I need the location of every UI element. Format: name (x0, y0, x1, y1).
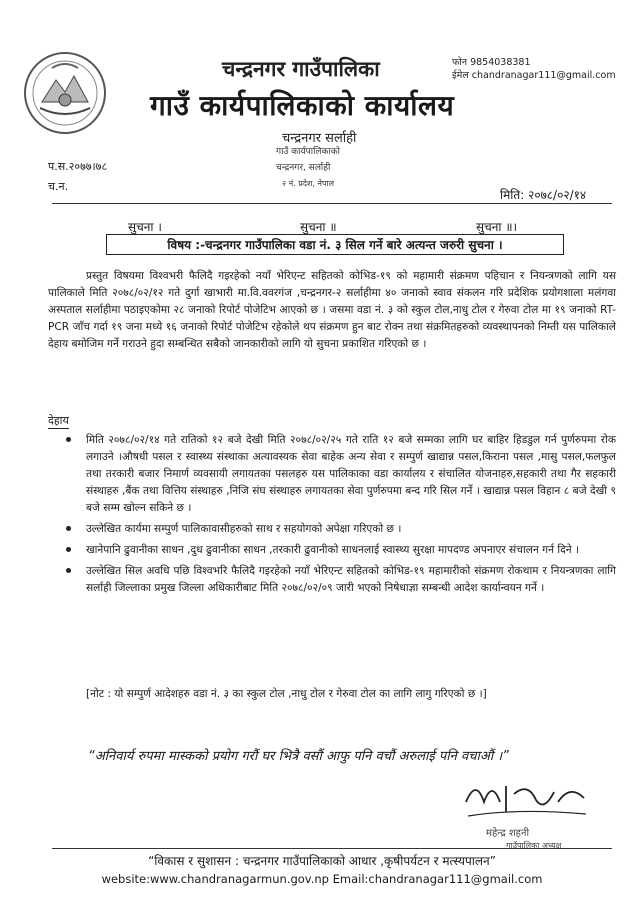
bullet-icon (66, 526, 71, 531)
letter-date: मिति: २०७८/०२/१४ (500, 188, 587, 202)
government-emblem-icon (22, 50, 108, 136)
office-stamp (258, 140, 378, 194)
notice-subject: विषय :-चन्द्रनगर गाउँपालिका वडा नं. ३ सिल गर्ने बारे अत्यन्त जरुरी सुचना । (106, 234, 564, 255)
intro-paragraph: प्रस्तुत विषयमा विश्वभरी फैलिदै गइरहेको नयाँ भेरिएन्ट सहितको कोभिड-१९ को महामारी संक्रमण पहिचान र नियन्त्रणको लागि यस पालिकाले मिति २०७८/०२/१२ गते दुर्गा खाभारी मा.वि.ववरगंज ,चन्द्रनगर-२ सर्लाहीमा ४० जनाको स्वाव संकलन गरि प्रदेशिक प्रयोगशाला मलंगवा अस्पताल सर्लाहीमा पठाइएकोमा २८ जनाको रिपोर्ट पोजेटिभ आएको छ । जसमा वडा नं. ३ को स्कुल टोल,नाधु टोल र गेरुवा टोल मा १९ जनाको RT- PCR जाँच गर्दा १९ जना मध्ये १६ जनाको रिपोर्ट पोजेटिभ रहेकोले थप संक्रमण हुन बाट रोक्न तथा संक्रमितहरुको व्यवस्थापनको निम्ती यस पालिकाले देहाय बमोजिम गर्ने गराउने हुदा सम्बन्धित सबैको जानकारीको लागि यो सुचना प्रकाशित गरिएको छ । (48, 270, 616, 350)
bullet-icon (66, 568, 71, 573)
office-address: चन्द्रनगर सर्लाही (282, 131, 357, 146)
stamp-line: चन्द्रनगर, सर्लाही (276, 163, 331, 173)
list-item-text: खानेपानि ढुवानीका साधन ,दुध ढुवानीका साधन ,तरकारी ढुवानीको साधनलाई स्वास्थ्य सुरक्षा मापदण्ड अपनाएर संचालन गर्न दिने । (86, 544, 579, 556)
phone-number: फोन 9854038381 (452, 57, 531, 68)
signatory-designation: गाउँपालिका अध्यक्ष (506, 841, 562, 850)
note-text: [नोट : यो सम्पुर्ण आदेशहरु वडा नं. ३ का स्कुल टोल ,नाधु टोल र गेरुवा टोल का लागि लागु गरिएको छ ।] (86, 688, 487, 700)
contact-block (452, 56, 616, 82)
list-item-text: उल्लेखित कार्यमा सम्पुर्ण पालिकावासीहरुको साथ र सहयोगको अपेक्षा गरिएको छ । (86, 523, 402, 535)
notice-heading: सुचना ॥ (300, 220, 337, 234)
footer-divider (52, 848, 612, 849)
organization-name: चन्द्रनगर गाउँपालिका (222, 57, 380, 81)
signatory-name: महेन्द्र शहनी (486, 828, 530, 839)
list-item-text: उल्लेखित सिल अवधि पछि विश्वभरि फैलिदै गइरहेको नयाँ भेरिएन्ट सहितको कोभिड-१९ महामारीको संक्रमण रोकथाम र नियन्त्रणका लागि सर्लाही जिल्लाका प्रमुख जिल्ला अधिकारीबाट मिति २०७८/०२/०९ जारी भएको निषेधाज्ञा सम्बन्धी आदेश कार्यान्वयन गर्ने । (86, 565, 616, 594)
office-name: गाउँ कार्यपालिकाको कार्यालय (150, 89, 455, 122)
order-list (60, 432, 616, 601)
slogan-text: “अनिवार्य रुपमा मास्कको प्रयोग गरौं घर भित्रै वसौं आफु पनि वचौं अरुलाई पनि वचाऔं ।” (88, 749, 509, 764)
email-address: ईमेल chandranagar111@gmail.com (452, 70, 616, 81)
notice-heading: सुचना । (128, 220, 162, 234)
dispatch-number: च.न. (48, 180, 69, 193)
footer-motto: “विकास र सुशासन : चन्द्रनगर गाउँपालिकाको आधार ,कृषीपर्यटन र मत्स्यपालन” (148, 854, 496, 868)
bullet-icon (66, 547, 71, 552)
reference-number: प.स.२०७७।७८ (48, 160, 108, 173)
list-heading: देहाय (48, 414, 69, 427)
stamp-line: गाउँ कार्यपालिकाको (276, 147, 341, 157)
notice-heading: सुचना ॥। (476, 220, 518, 234)
header-divider (52, 203, 612, 204)
footer-website-email: website:www.chandranagarmun.gov.np Email:chandranagar111@gmail.com (101, 872, 543, 886)
list-item (60, 521, 616, 538)
list-item (60, 432, 616, 517)
list-item-text: मिति २०७८/०२/१४ गते रातिको १२ बजे देखी मिति २०७८/०२/२५ गते राति १२ बजे सम्मका लागि घर बाहिर हिडडुल गर्न पुर्णरुपमा रोक लगाउने ।औषधी पसल र स्वास्थ्य संस्थाका अत्यावस्यक सेवा बाहेक अन्य सेवा र सम्पुर्ण खाद्यान्न पसल,किराना पसल ,मासु पसल,फलफुल तथा तरकारी बजार निमार्ण व्यवसायी लगायतका पसलहरु यस पालिकाका वडा कार्यालय र संचालित योजनाहरु,सहकारी तथा गैर सहकारी संस्थाहरु ,बैंक तथा वित्तिय संस्थाहरु ,निजि संघ संस्थाहरु लगायतका सेवा पुर्णरुपमा बन्द गरि सिल गर्ने । खाद्यान्न पसल विहान ८ बजे देखी ९ बजे सम्म खोल्न सकिने छ । (86, 434, 616, 514)
list-item (60, 542, 616, 559)
stamp-line: २ नं. प्रदेश, नेपाल (282, 179, 335, 188)
list-item (60, 563, 616, 597)
bullet-icon (66, 437, 71, 442)
